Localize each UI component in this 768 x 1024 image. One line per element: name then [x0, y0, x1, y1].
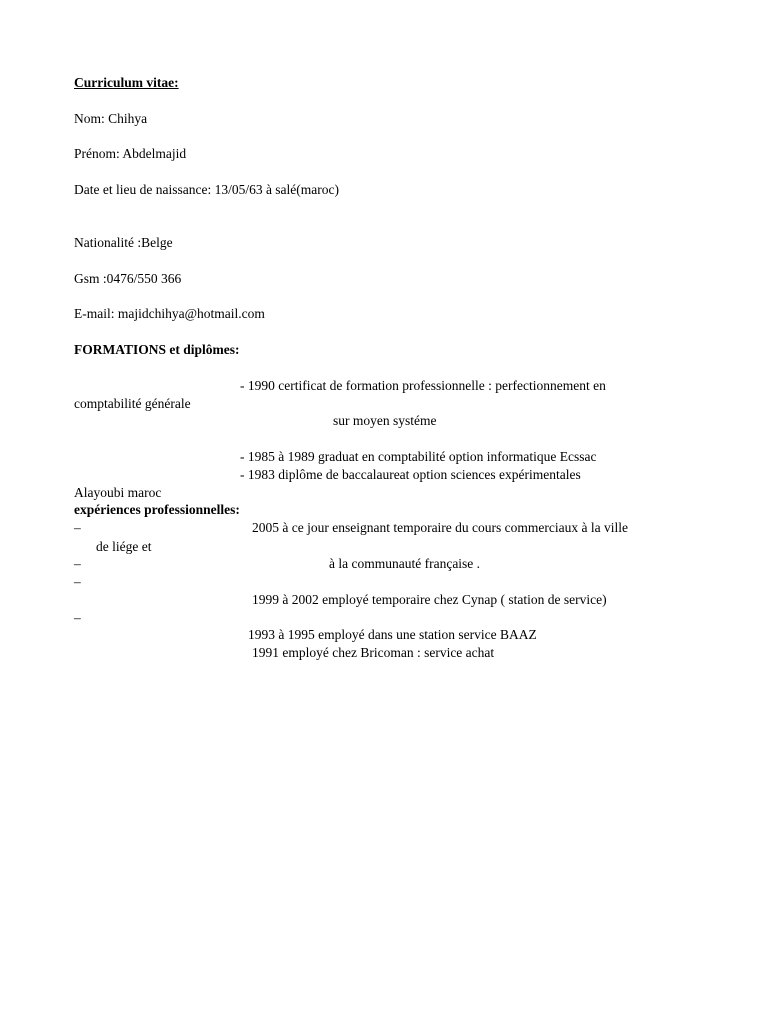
experience-item-1-cont2: à la communauté française . — [329, 556, 481, 571]
naissance-line: Date et lieu de naissance: 13/05/63 à salé(maroc) — [74, 182, 340, 197]
dash-4: – — [74, 610, 81, 625]
formation-item-3-cont: Alayoubi maroc — [74, 485, 162, 500]
experience-item-1-cont: de liége et — [96, 539, 152, 554]
experiences-heading: expériences professionnelles: — [74, 502, 240, 517]
experience-item-4: 1991 employé chez Bricoman : service achat — [252, 645, 495, 660]
nationalite-line: Nationalité :Belge — [74, 235, 173, 250]
prenom-line: Prénom: Abdelmajid — [74, 146, 187, 161]
nom-line: Nom: Chihya — [74, 111, 148, 126]
formation-item-1: - 1990 certificat de formation professionnelle : perfectionnement en — [240, 378, 606, 393]
experience-item-2: 1999 à 2002 employé temporaire chez Cynap ( station de service) — [252, 592, 607, 607]
formation-item-2: - 1985 à 1989 graduat en comptabilité option informatique Ecssac — [240, 449, 597, 464]
formation-item-3: - 1983 diplôme de baccalaureat option sciences expérimentales — [240, 467, 581, 482]
experience-item-1: 2005 à ce jour enseignant temporaire du cours commerciaux à la ville — [252, 520, 628, 535]
dash-1: – — [74, 520, 81, 535]
gsm-line: Gsm :0476/550 366 — [74, 271, 182, 286]
dash-2: – — [74, 556, 81, 571]
experience-item-3: 1993 à 1995 employé dans une station service BAAZ — [248, 627, 537, 642]
dash-3: – — [74, 574, 81, 589]
formations-heading: FORMATIONS et diplômes: — [74, 342, 240, 357]
formation-item-1-cont: comptabilité générale — [74, 396, 191, 411]
email-line: E-mail: majidchihya@hotmail.com — [74, 306, 265, 321]
formation-item-1-cont2: sur moyen systéme — [333, 413, 437, 428]
cv-title: Curriculum vitae: — [74, 75, 179, 90]
